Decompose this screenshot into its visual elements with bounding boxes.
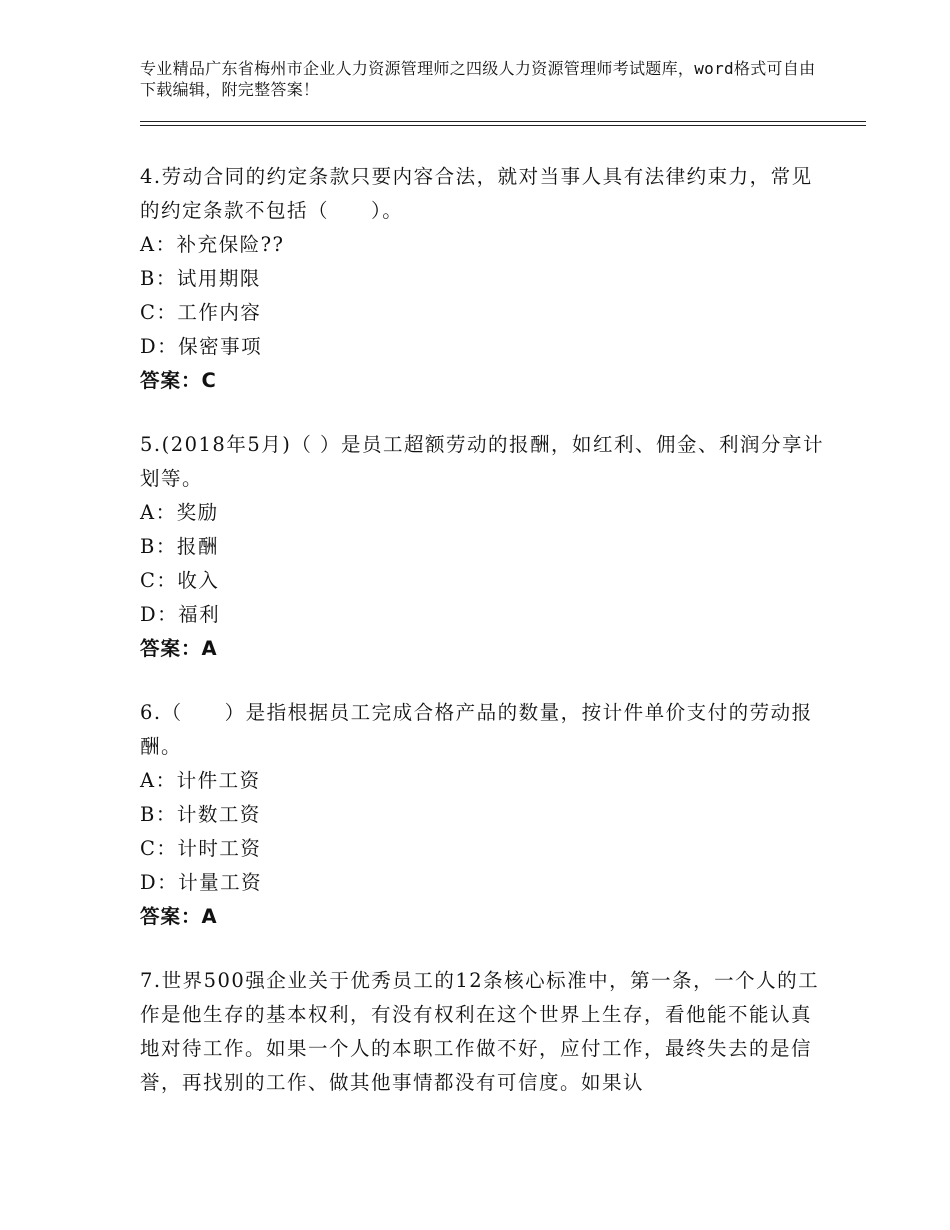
- question-6: [140, 696, 830, 934]
- option-b: B：试用期限: [140, 267, 261, 290]
- option-d: D：计量工资: [140, 871, 263, 894]
- question-4: [140, 160, 830, 398]
- question-5: [140, 428, 830, 666]
- option-c: C：计时工资: [140, 837, 262, 860]
- option-a: A：奖励: [140, 501, 219, 524]
- question-text: 6.（ ）是指根据员工完成合格产品的数量，按计件单价支付的劳动报酬。: [140, 701, 813, 758]
- question-list: [140, 160, 830, 1130]
- option-b: B：报酬: [140, 535, 219, 558]
- header-divider-line-secondary: [140, 125, 866, 126]
- question-text: 5.(2018年5月)（ ）是员工超额劳动的报酬，如红利、佣金、利润分享计划等。: [140, 433, 825, 490]
- option-a: A：补充保险??: [140, 233, 285, 256]
- option-d: D：福利: [140, 603, 221, 626]
- question-7: [140, 964, 830, 1100]
- option-b: B：计数工资: [140, 803, 261, 826]
- header-divider-line: [140, 121, 866, 122]
- answer-label: 答案：A: [140, 637, 218, 660]
- answer-label: 答案：A: [140, 905, 218, 928]
- document-header: 专业精品广东省梅州市企业人力资源管理师之四级人力资源管理师考试题库，word格式可自由下载编辑，附完整答案！: [140, 59, 816, 99]
- answer-label: 答案：C: [140, 369, 217, 392]
- option-d: D：保密事项: [140, 335, 263, 358]
- question-text: 7.世界500强企业关于优秀员工的12条核心标准中，第一条，一个人的工作是他生存的基本权利，有没有权利在这个世界上生存，看他能不能认真地对待工作。如果一个人的本职工作做不好，应付工作，最终失去的是信誉，再找别的工作、做其他事情都没有可信度。如果认: [140, 969, 820, 1094]
- option-c: C：工作内容: [140, 301, 262, 324]
- option-c: C：收入: [140, 569, 220, 592]
- option-a: A：计件工资: [140, 769, 261, 792]
- question-text: 4.劳动合同的约定条款只要内容合法，就对当事人具有法律约束力，常见的约定条款不包括（ ）。: [140, 165, 813, 222]
